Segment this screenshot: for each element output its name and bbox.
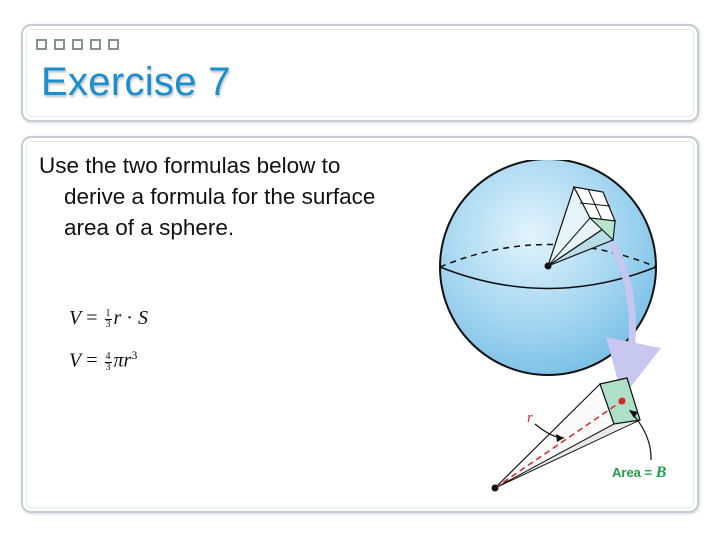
- area-label: [612, 464, 667, 481]
- sphere-pyramid-diagram: [420, 160, 690, 500]
- square-icon: [72, 39, 83, 50]
- base-center-dot: [619, 398, 626, 405]
- square-icon: [90, 39, 101, 50]
- formula-v: V: [69, 307, 82, 329]
- title-panel: [21, 24, 699, 122]
- fraction-denominator: 3: [105, 318, 111, 330]
- sphere-center-dot: [545, 263, 552, 270]
- fraction-one-third: [105, 309, 112, 330]
- fraction-numerator: 1: [105, 307, 111, 319]
- area-label-text: Area =: [612, 465, 656, 480]
- instruction-text: Use the two formulas below to derive a formula for the surface area of a sphere.: [39, 153, 376, 240]
- apex-dot: [492, 485, 499, 492]
- slide-title: Exercise 7: [41, 60, 231, 104]
- decorative-squares: [36, 39, 119, 50]
- formula-dot: ·: [126, 307, 133, 329]
- fraction-four-thirds: [105, 352, 112, 373]
- square-icon: [108, 39, 119, 50]
- radius-label: r: [527, 410, 533, 426]
- formula-s: S: [137, 307, 148, 329]
- fraction-denominator: 3: [105, 361, 111, 373]
- formula-equals: =: [86, 307, 98, 329]
- volume-formula-sphere: [69, 348, 137, 373]
- formula-r: r: [123, 349, 132, 372]
- volume-formula-pyramid: [69, 307, 148, 330]
- formula-exponent: 3: [131, 348, 138, 362]
- square-icon: [36, 39, 47, 50]
- formula-equals: =: [86, 349, 98, 372]
- square-icon: [54, 39, 65, 50]
- formula-pi: π: [113, 349, 124, 372]
- area-var: B: [655, 464, 667, 481]
- formula-v: V: [69, 349, 82, 372]
- fraction-numerator: 4: [105, 350, 111, 362]
- formula-r: r: [113, 307, 122, 329]
